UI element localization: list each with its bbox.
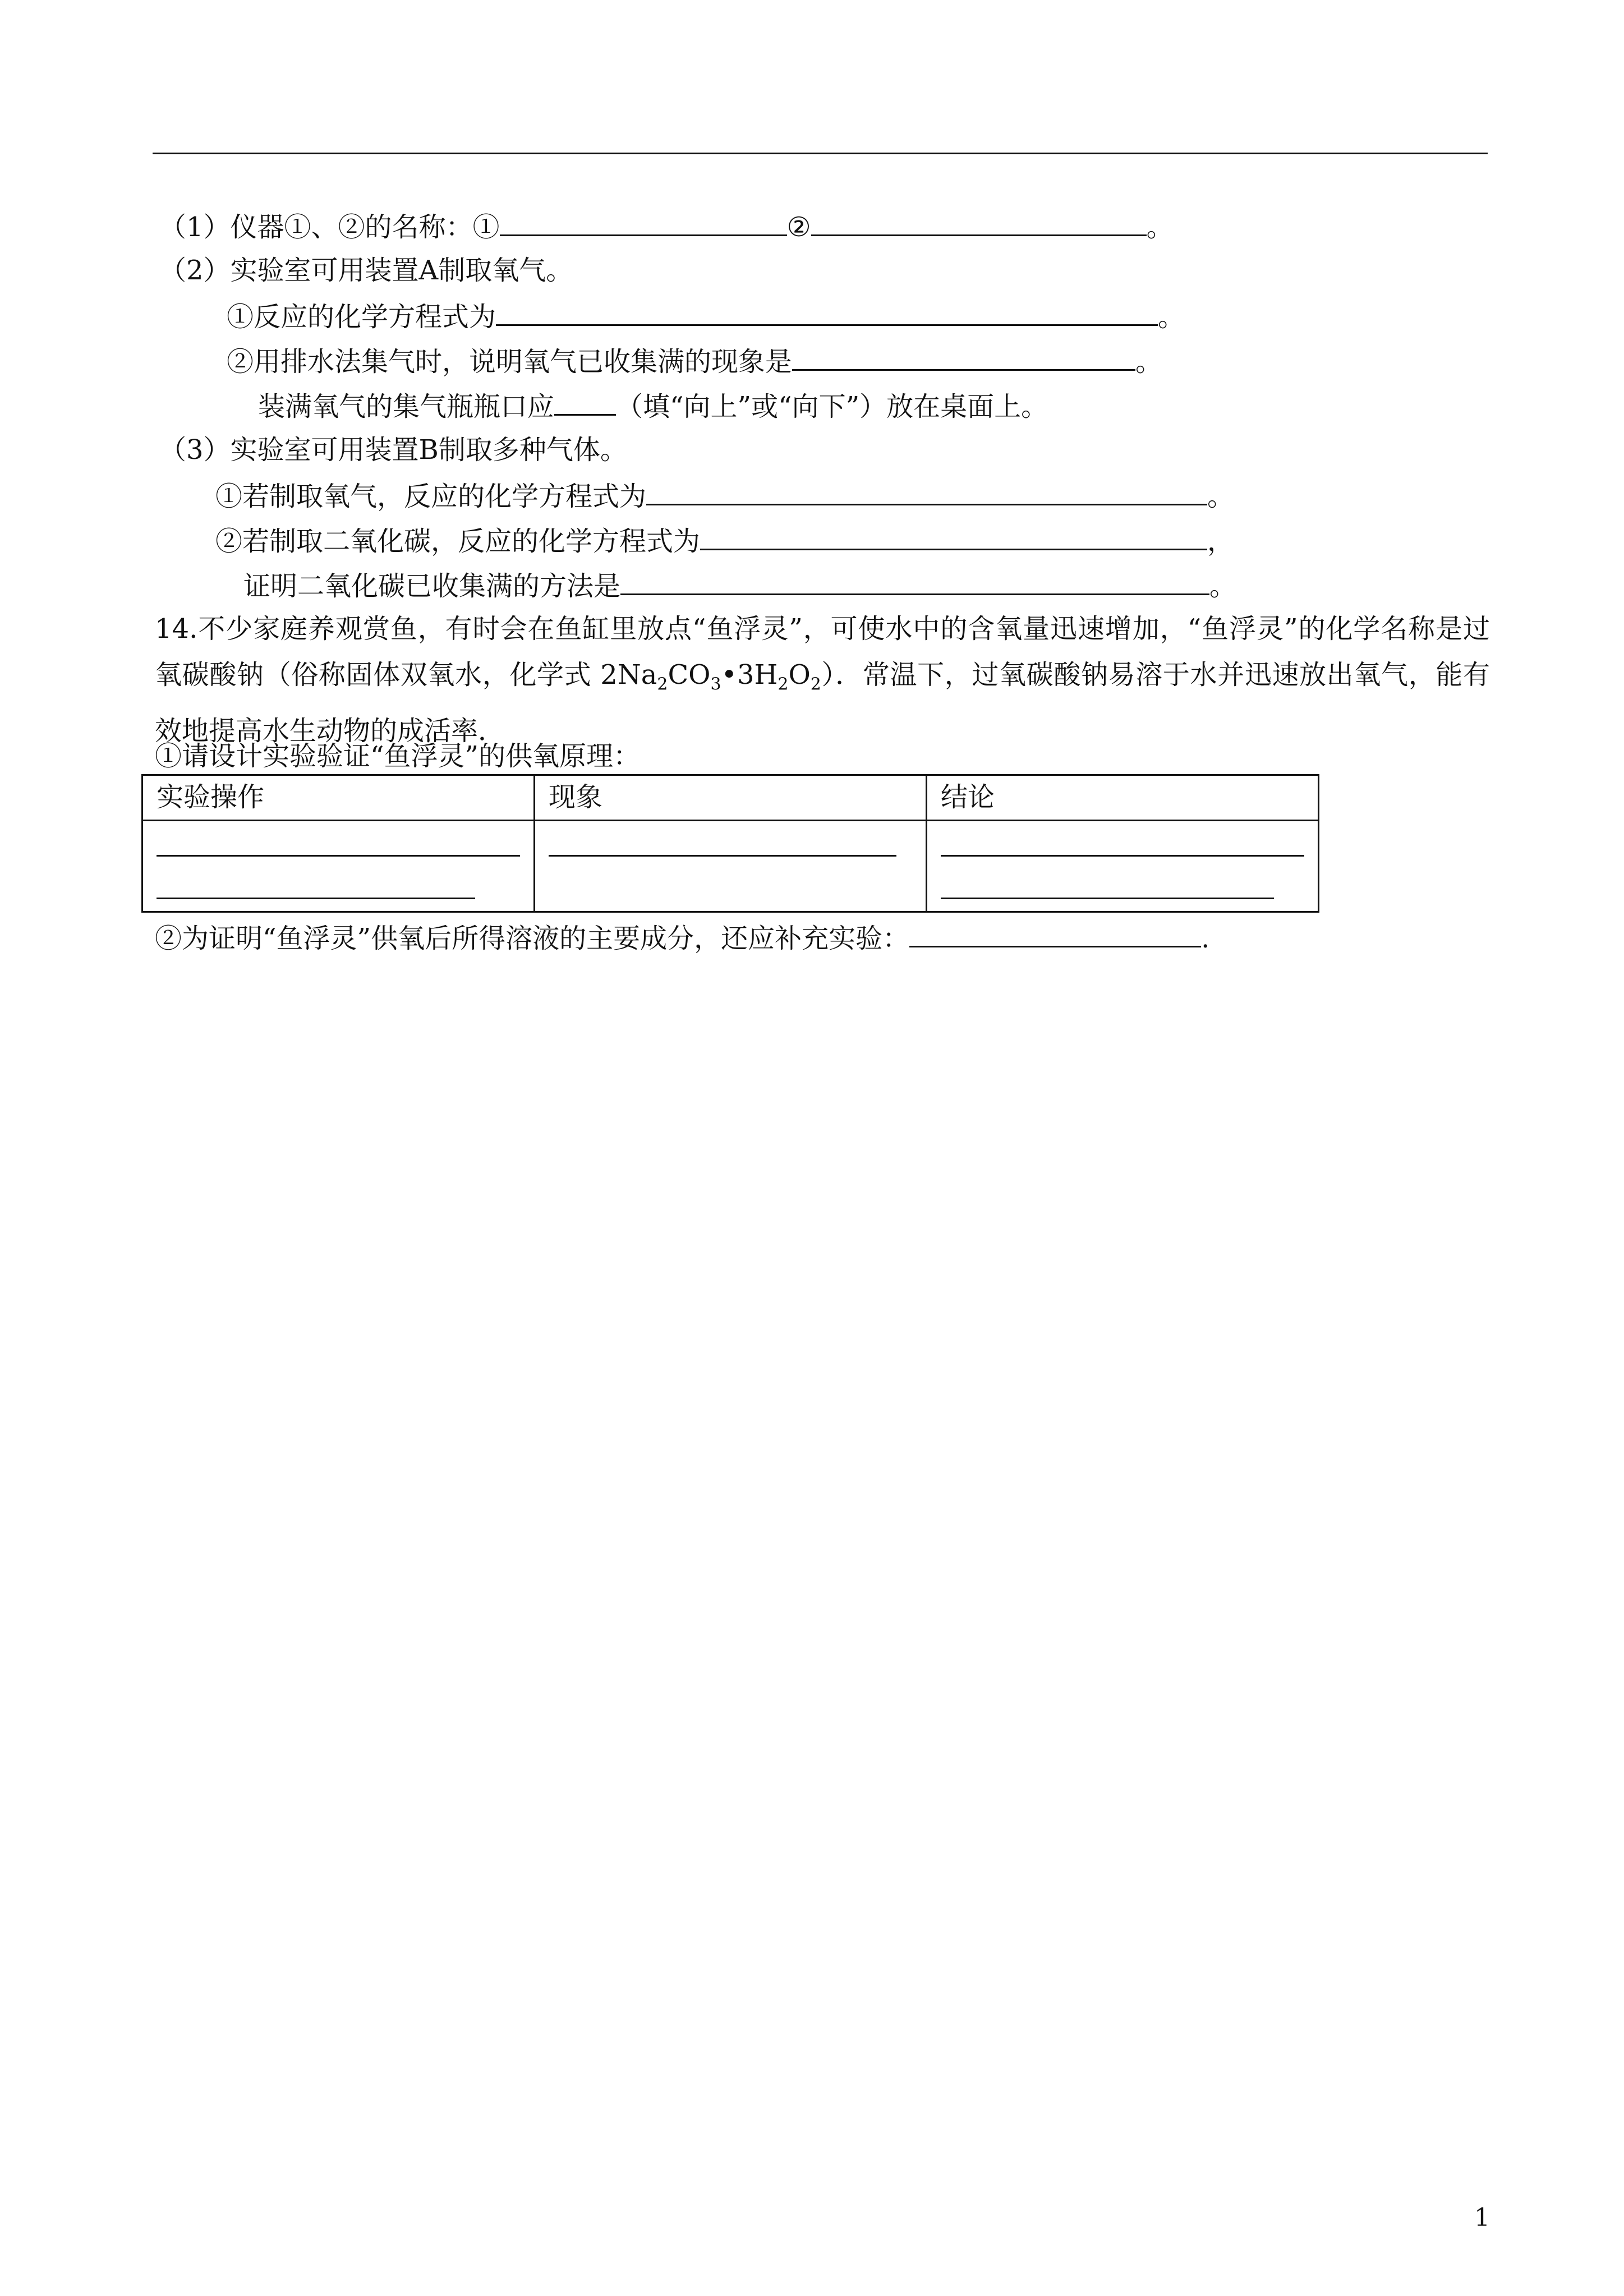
q14-intro-text-e: ）．常温下，过氧碳酸钠易溶于水并迅速放出氧气，能有效地提高水生动物的成活率． [155,659,1490,747]
q14-intro-sub: 2 [657,674,668,694]
q13-part3b-end: ， [1207,526,1235,557]
q13-part2a-end: 。 [1158,301,1185,333]
answer-blank-operation-1[interactable] [157,855,520,857]
q13-part2a-text: ①反应的化学方程式为 [227,301,496,333]
q13-part1-line [159,209,1174,244]
q14-intro-sub: 2 [778,674,789,694]
q14-intro-text-b: CO [668,659,711,691]
answer-blank-conclusion-2[interactable] [941,898,1274,899]
q13-part2-line [159,254,573,287]
q14-intro-text-a: 14.不少家庭养观赏鱼，有时会在鱼缸里放点“鱼浮灵”，可使水中的含氧量迅速增加，“鱼浮灵”的化学名称是过氧碳酸钠（俗称固体双氧水，化学式 2Na [155,613,1490,691]
experiment-table [141,774,1319,913]
q13-part3-text: （3）实验室可用装置B制取多种气体。 [159,434,627,466]
q13-part2a-line [227,298,1185,334]
q13-part2-text: （2）实验室可用装置A制取氧气。 [159,255,573,286]
answer-blank-direction[interactable] [554,388,616,416]
table-cell-conclusion[interactable] [927,821,1319,912]
q13-part2c-line [258,388,1048,424]
answer-blank-conclusion-1[interactable] [941,855,1304,857]
q14-intro [155,606,1490,754]
table-header-row [142,775,1319,821]
q14-intro-sub: 3 [710,674,721,694]
answer-blank-supplement[interactable] [909,920,1201,947]
answer-blank-oxygen-equation[interactable] [646,478,1207,505]
answer-blank-phenomenon-1[interactable] [549,855,896,857]
q13-part2c-text: 装满氧气的集气瓶瓶口应 [258,391,555,422]
q14-part2-line [155,920,1209,955]
q14-intro-text-d: O [788,659,811,691]
q13-part3c-line [243,568,1236,603]
q13-part2b-line [227,343,1162,379]
table-header-operation: 实验操作 [142,775,535,821]
q14-part1-line [155,739,640,773]
q13-part1-text: （1）仪器①、②的名称：① [159,211,500,243]
q13-part3c-end: 。 [1209,570,1237,602]
q13-part1-mid: ② [786,211,811,243]
table-cell-operation[interactable] [142,821,535,912]
q13-part3b-text: ②若制取二氧化碳，反应的化学方程式为 [215,526,701,557]
q14-part2-text: ②为证明“鱼浮灵”供氧后所得溶液的主要成分，还应补充实验： [155,923,910,954]
answer-blank-co2-method[interactable] [620,568,1209,595]
q13-part2b-end: 。 [1135,346,1163,378]
q13-part2c-end: （填“向上”或“向下”）放在桌面上。 [616,391,1048,422]
answer-blank-instrument-1[interactable] [500,209,787,236]
answer-blank-co2-equation[interactable] [700,523,1207,550]
header-rule [153,153,1488,154]
answer-blank-operation-2[interactable] [157,898,475,899]
q13-part3a-text: ①若制取氧气，反应的化学方程式为 [215,481,647,512]
q13-part1-end: 。 [1146,211,1174,243]
table-header-phenomenon: 现象 [535,775,927,821]
answer-blank-equation-a[interactable] [496,298,1158,326]
answer-blank-full-phenomenon[interactable] [792,343,1135,371]
q14-part1-text: ①请设计实验验证“鱼浮灵”的供氧原理： [155,740,641,772]
q13-part2b-text: ②用排水法集气时，说明氧气已收集满的现象是 [227,346,793,378]
q13-part3a-end: 。 [1207,481,1235,512]
q13-part3b-line [215,523,1234,558]
q14-intro-text-c: •3H [721,659,778,691]
page-number: 1 [1474,2203,1490,2232]
q14-intro-sub: 2 [810,674,821,694]
table-cell-phenomenon[interactable] [535,821,927,912]
table-row [142,821,1319,912]
q14-part2-end: . [1201,923,1210,954]
q13-part3c-text: 证明二氧化碳已收集满的方法是 [243,570,621,602]
q13-part3a-line [215,478,1234,513]
table-header-conclusion: 结论 [927,775,1319,821]
answer-blank-instrument-2[interactable] [811,209,1147,236]
q13-part3-line [159,433,627,467]
